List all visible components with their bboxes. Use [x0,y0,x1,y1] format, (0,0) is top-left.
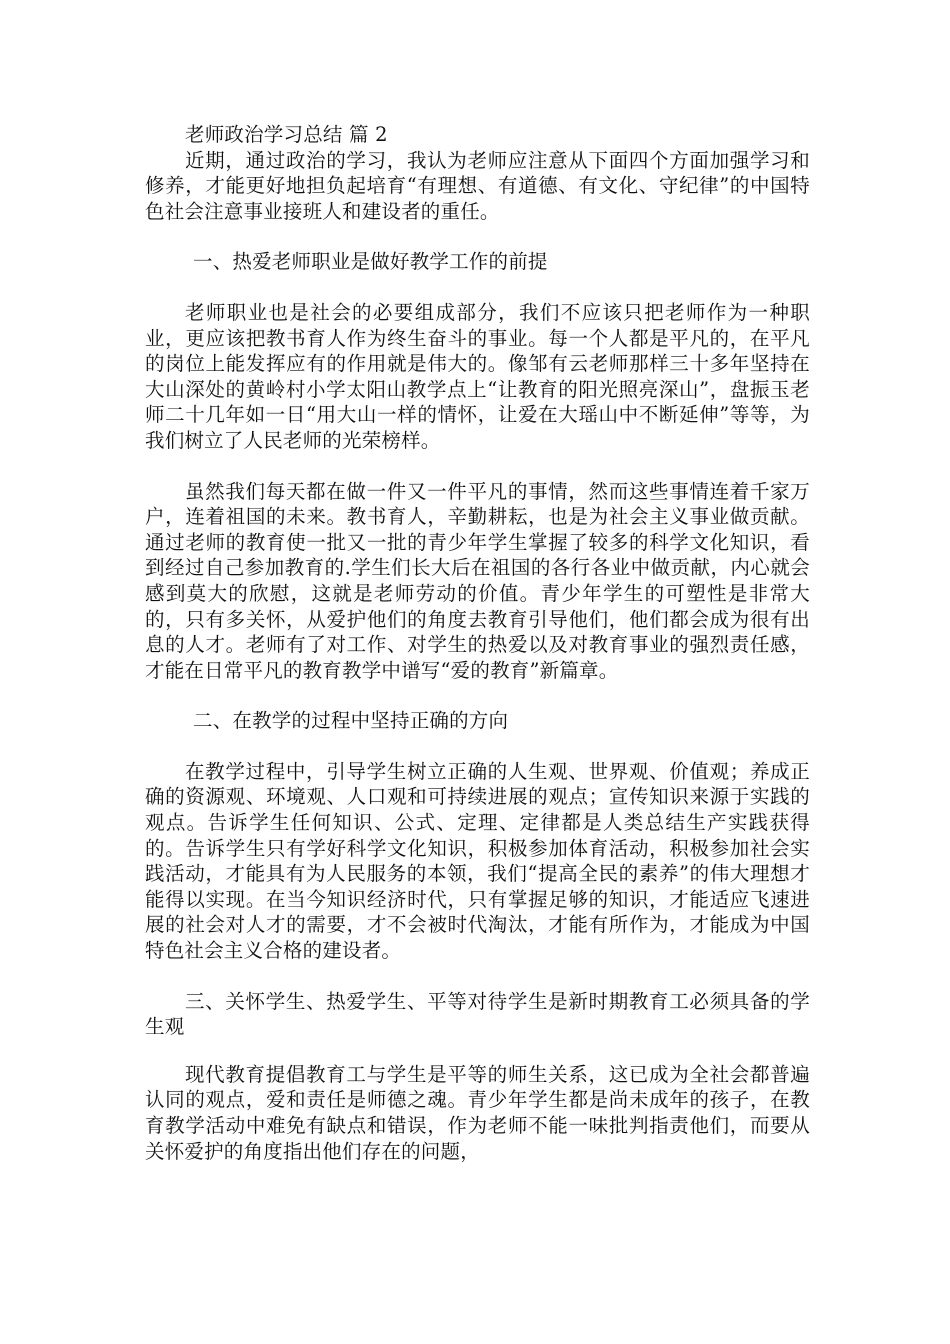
section-1-paragraph-1: 老师职业也是社会的必要组成部分，我们不应该只把老师作为一种职业，更应该把教书育人作为终生奋斗的事业。每一个人都是平凡的，在平凡的岗位上能发挥应有的作用就是伟大的。像邹有云老师那样三十多年坚持在大山深处的黄岭村小学太阳山教学点上“让教育的阳光照亮深山”，盘振玉老师二十几年如一日“用大山一样的情怀，让爱在大瑶山中不断延伸”等等，为我们树立了人民老师的光荣榜样。 [145,300,810,452]
section-1-heading: 一、热爱老师职业是做好教学工作的前提 [193,250,548,274]
section-1-paragraph-2: 虽然我们每天都在做一件又一件平凡的事情，然而这些事情连着千家万户，连着祖国的未来。教书育人，辛勤耕耘，也是为社会主义事业做贡献。通过老师的教育使一批又一批的青少年学生掌握了较多的科学文化知识，看到经过自己参加教育的.学生们长大后在祖国的各行各业中做贡献，内心就会感到莫大的欣慰，这就是老师劳动的价值。青少年学生的可塑性是非常大的，只有多关怀，从爱护他们的角度去教育引导他们，他们都会成为很有出息的人才。老师有了对工作、对学生的热爱以及对教育事业的强烈责任感，才能在日常平凡的教育教学中谱写“爱的教育”新篇章。 [145,479,810,682]
document-title: 老师政治学习总结 篇 2 [185,123,388,146]
section-3-paragraph-1: 现代教育提倡教育工与学生是平等的师生关系，这已成为全社会都普遍认同的观点，爱和责任是师德之魂。青少年学生都是尚未成年的孩子，在教育教学活动中难免有缺点和错误，作为老师不能一味批判指责他们，而要从关怀爱护的角度指出他们存在的问题， [145,1062,810,1163]
document-page [145,122,810,1164]
intro-paragraph: 近期，通过政治的学习，我认为老师应注意从下面四个方面加强学习和修养，才能更好地担负起培育“有理想、有道德、有文化、守纪律”的中国特色社会注意事业接班人和建设者的重任。 [145,148,810,223]
section-2-heading: 二、在教学的过程中坚持正确的方向 [193,709,509,733]
section-3-heading: 三、关怀学生、热爱学生、平等对待学生是新时期教育工必须具备的学生观 [145,989,810,1039]
section-2-paragraph-1: 在教学过程中，引导学生树立正确的人生观、世界观、价值观；养成正确的资源观、环境观、人口观和可持续进展的观点；宣传知识来源于实践的观点。告诉学生任何知识、公式、定理、定律都是人类总结生产实践获得的。告诉学生只有学好科学文化知识，积极参加体育活动，积极参加社会实践活动，才能具有为人民服务的本领，我们“提高全民的素养”的伟大理想才能得以实现。在当今知识经济时代，只有掌握足够的知识，才能适应飞速进展的社会对人才的需要，才不会被时代淘汰，才能有所作为，才能成为中国特色社会主义合格的建设者。 [145,759,810,963]
